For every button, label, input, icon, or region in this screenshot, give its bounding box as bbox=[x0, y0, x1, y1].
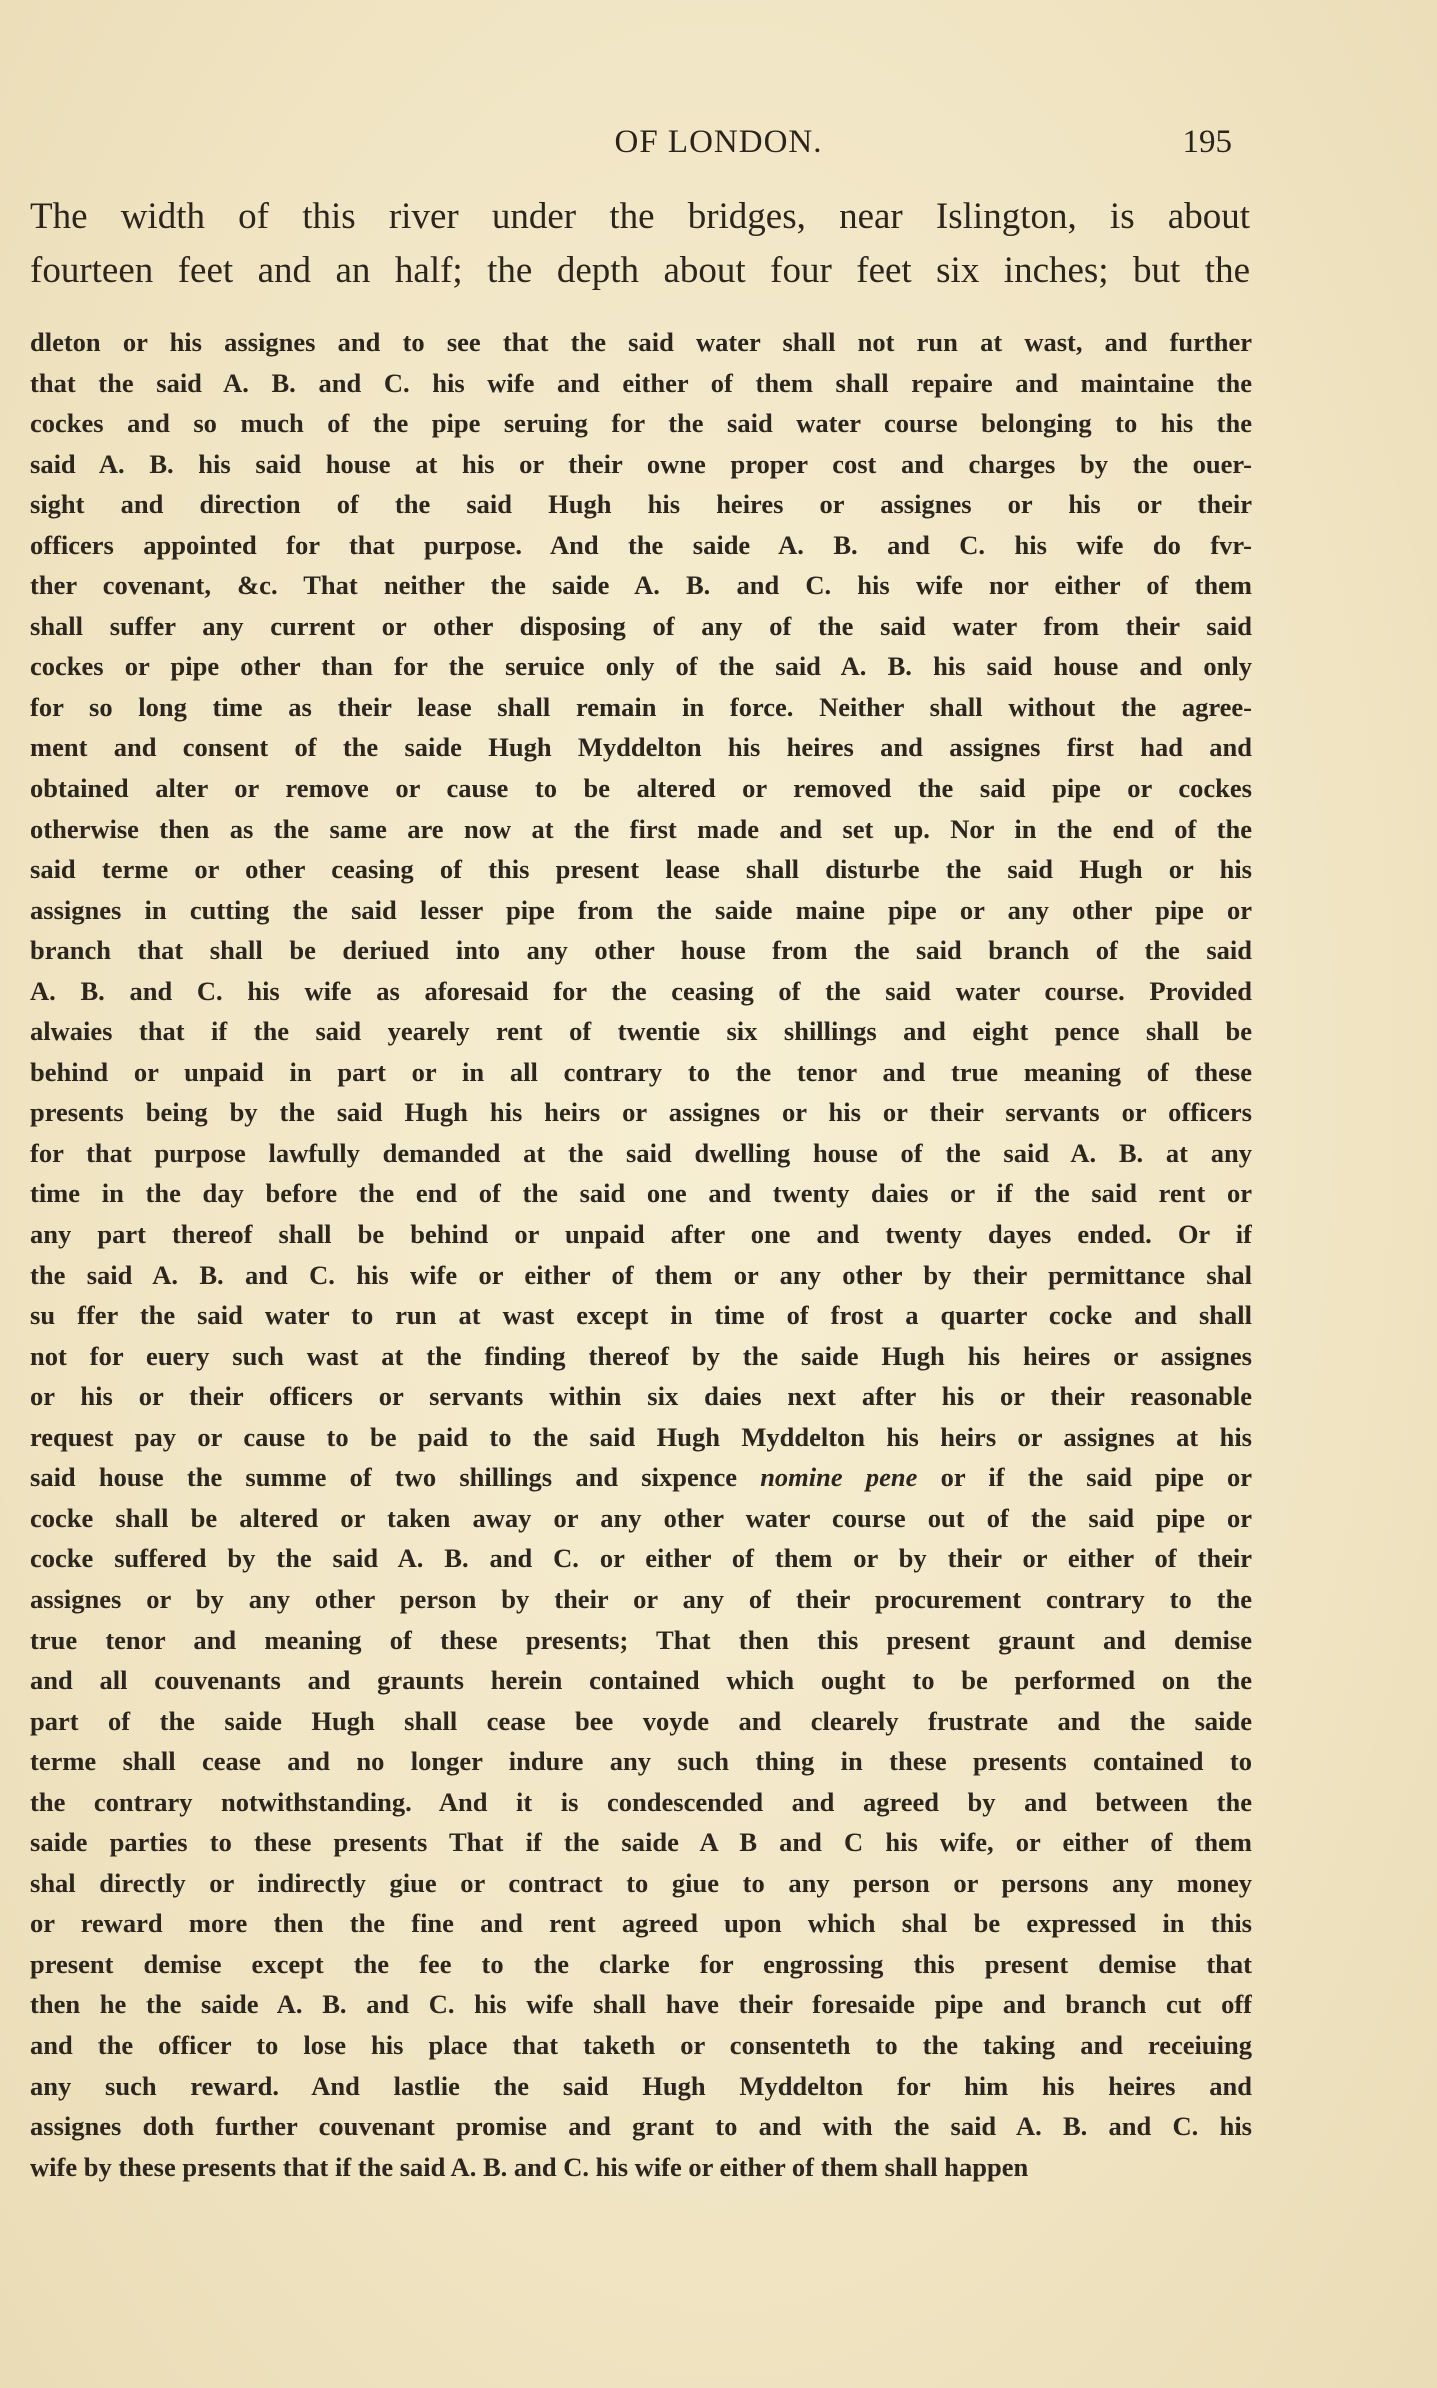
text-line: request pay or cause to be paid to the said Hugh Myddelton his heirs or assignes at his bbox=[30, 1421, 1252, 1452]
text-line: part of the saide Hugh shall cease bee voyde and clearely frustrate and the saide bbox=[30, 1705, 1252, 1736]
text-line: assignes in cutting the said lesser pipe from the saide maine pipe or any other pipe or bbox=[30, 894, 1252, 925]
intro-line: fourteen feet and an half; the depth about four feet six inches; but the bbox=[30, 250, 1250, 291]
text-line: shal directly or indirectly giue or contract to giue to any person or persons any money bbox=[30, 1867, 1252, 1898]
text-line: A. B. and C. his wife as aforesaid for the ceasing of the said water course. Provided bbox=[30, 975, 1252, 1006]
text-line: that the said A. B. and C. his wife and either of them shall repaire and maintaine the bbox=[30, 367, 1252, 398]
text-line: ther covenant, &c. That neither the saide A. B. and C. his wife nor either of them bbox=[30, 570, 1252, 601]
text-line: any part thereof shall be behind or unpaid after one and twenty dayes ended. Or if bbox=[30, 1219, 1252, 1250]
text-line: shall suffer any current or other disposing of any of the said water from their said bbox=[30, 610, 1252, 641]
intro-paragraph bbox=[30, 190, 1250, 298]
text-line: cocke shall be altered or taken away or any other water course out of the said pipe or bbox=[30, 1502, 1252, 1533]
text-line: wife by these presents that if the said A. B. and C. his wife or either of them shall happen bbox=[30, 2151, 1029, 2182]
text-line: and the officer to lose his place that taketh or consenteth to the taking and receiuing bbox=[30, 2029, 1252, 2060]
text-line: otherwise then as the same are now at the first made and set up. Nor in the end of the bbox=[30, 813, 1252, 844]
text-line: cockes or pipe other than for the seruice only of the said A. B. his said house and only bbox=[30, 651, 1252, 682]
text-line: or his or their officers or servants within six daies next after his or their reasonable bbox=[30, 1381, 1252, 1412]
text-line: said terme or other ceasing of this present lease shall disturbe the said Hugh or his bbox=[30, 854, 1252, 885]
text-line: or reward more then the fine and rent agreed upon which shal be expressed in this bbox=[30, 1908, 1252, 1939]
text-line: alwaies that if the said yearely rent of twentie six shillings and eight pence shall be bbox=[30, 1016, 1252, 1047]
quoted-lease-text bbox=[30, 322, 1252, 2187]
running-head bbox=[0, 124, 1437, 168]
text-line: for that purpose lawfully demanded at the said dwelling house of the said A. B. at any bbox=[30, 1137, 1252, 1168]
text-line: the contrary notwithstanding. And it is condescended and agreed by and between the bbox=[30, 1786, 1252, 1817]
text-line: behind or unpaid in part or in all contrary to the tenor and true meaning of these bbox=[30, 1056, 1252, 1087]
text-line: assignes doth further couvenant promise and grant to and with the said A. B. and C. his bbox=[30, 2111, 1252, 2142]
text-line: said A. B. his said house at his or their owne proper cost and charges by the ouer- bbox=[30, 448, 1252, 479]
text-line: said house the summe of two shillings and sixpence nomine pene or if the said pipe or bbox=[30, 1462, 1252, 1493]
text-line: officers appointed for that purpose. And the saide A. B. and C. his wife do fvr- bbox=[30, 529, 1252, 560]
text-line: for so long time as their lease shall remain in force. Neither shall without the agree- bbox=[30, 691, 1252, 722]
text-line: terme shall cease and no longer indure any such thing in these presents contained to bbox=[30, 1746, 1252, 1777]
text-line: dleton or his assignes and to see that the said water shall not run at wast, and further bbox=[30, 327, 1252, 357]
running-title: OF LONDON. bbox=[614, 124, 823, 160]
text-line: present demise except the fee to the clarke for engrossing this present demise that bbox=[30, 1948, 1252, 1979]
text-line: cockes and so much of the pipe seruing for the said water course belonging to his the bbox=[30, 408, 1252, 439]
text-line: presents being by the said Hugh his heirs or assignes or his or their servants or officers bbox=[30, 1097, 1252, 1128]
text-line: not for euery such wast at the finding thereof by the saide Hugh his heires or assignes bbox=[30, 1340, 1252, 1371]
text-line: saide parties to these presents That if the saide A B and C his wife, or either of them bbox=[30, 1827, 1252, 1858]
text-line: obtained alter or remove or cause to be altered or removed the said pipe or cockes bbox=[30, 773, 1252, 804]
intro-line: The width of this river under the bridges, near Islington, is about bbox=[30, 196, 1250, 237]
text-line: time in the day before the end of the said one and twenty daies or if the said rent or bbox=[30, 1178, 1252, 1209]
latin-phrase: nomine pene bbox=[760, 1462, 918, 1493]
text-line: su ffer the said water to run at wast except in time of frost a quarter cocke and shall bbox=[30, 1300, 1252, 1331]
text-line: assignes or by any other person by their or any of their procurement contrary to the bbox=[30, 1583, 1252, 1614]
text-line: any such reward. And lastlie the said Hugh Myddelton for him his heires and bbox=[30, 2070, 1252, 2101]
text-line: the said A. B. and C. his wife or either of them or any other by their permittance shal bbox=[30, 1259, 1252, 1290]
text-line: true tenor and meaning of these presents; That then this present graunt and demise bbox=[30, 1624, 1252, 1655]
text-line: then he the saide A. B. and C. his wife shall have their foresaide pipe and branch cut off bbox=[30, 1989, 1252, 2020]
text-line: cocke suffered by the said A. B. and C. or either of them or by their or either of their bbox=[30, 1543, 1252, 1574]
page-number: 195 bbox=[1182, 124, 1232, 160]
text-line: branch that shall be deriued into any other house from the said branch of the said bbox=[30, 935, 1252, 966]
text-line: ment and consent of the saide Hugh Myddelton his heires and assignes first had and bbox=[30, 732, 1252, 763]
text-line: and all couvenants and graunts herein contained which ought to be performed on the bbox=[30, 1665, 1252, 1696]
text-line: sight and direction of the said Hugh his heires or assignes or his or their bbox=[30, 489, 1252, 520]
